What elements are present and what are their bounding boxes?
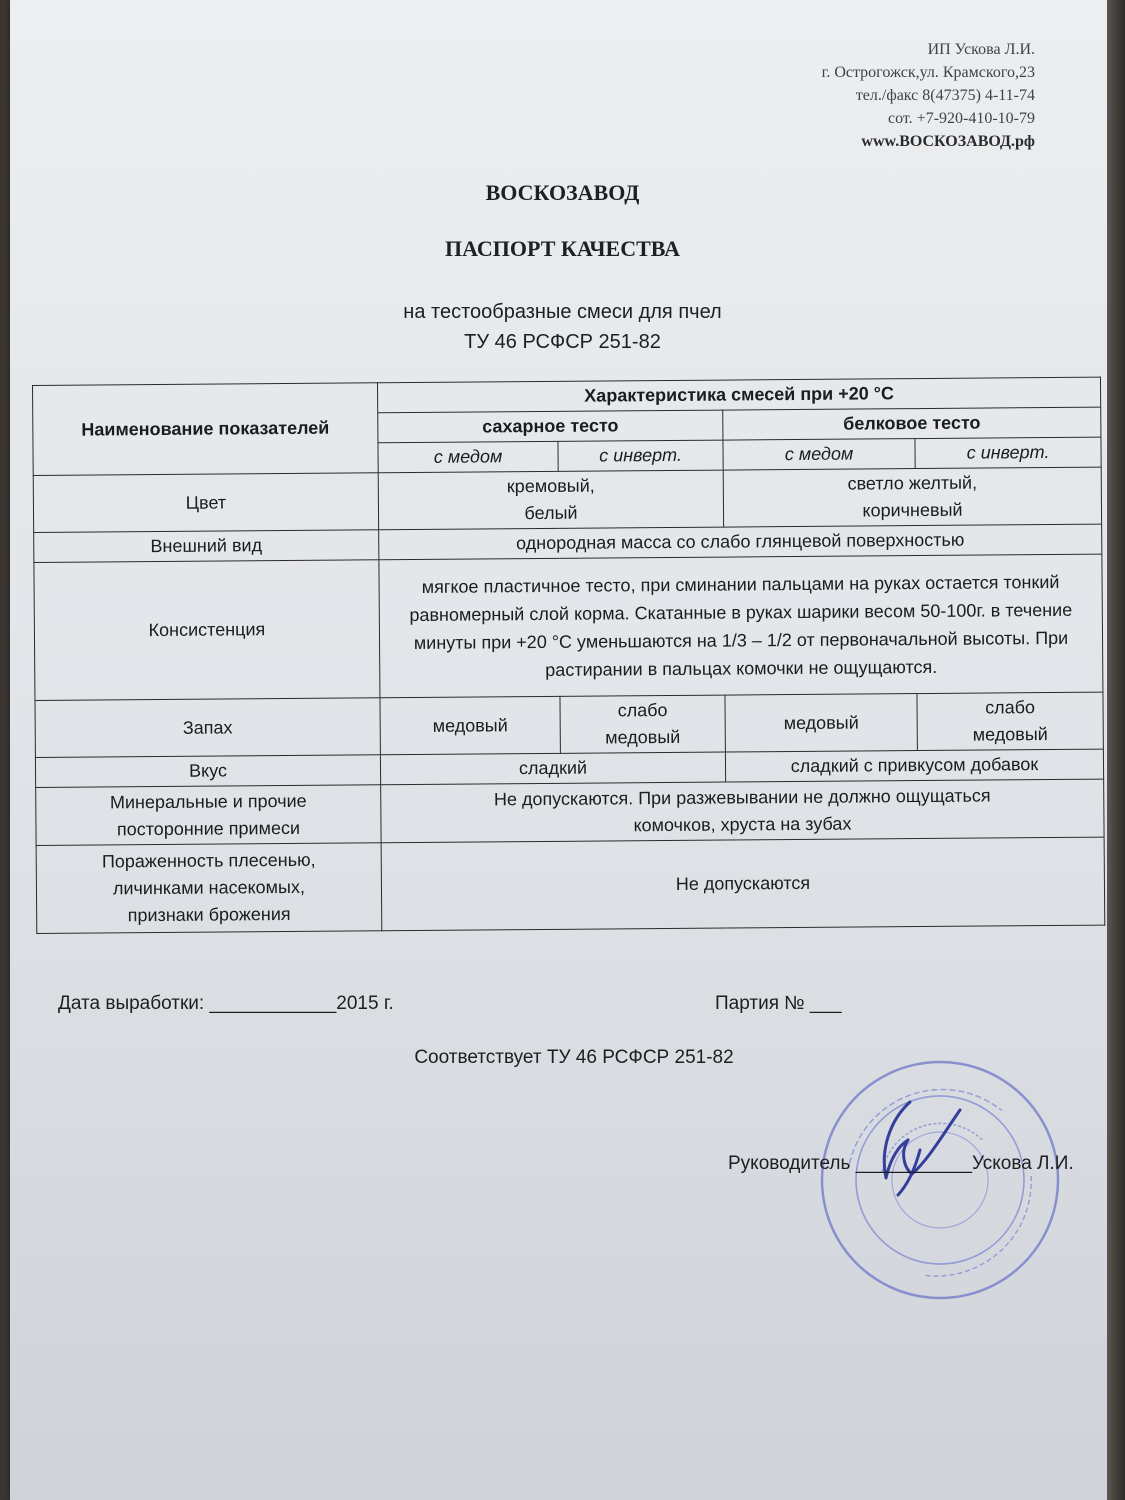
smell-value-2: слабо медовый [560, 695, 725, 753]
production-date-label: Дата выработки: [58, 993, 205, 1014]
company-phone: тел./факс 8(47375) 4-11-74 [855, 87, 1035, 104]
company-website: www.ВОСКОЗАВОД.рф [861, 133, 1035, 150]
row-label-taste: Вкус [35, 755, 380, 788]
company-name: ИП Ускова Л.И. [927, 41, 1035, 58]
mold-value: Не допускаются [381, 837, 1105, 931]
row-label-smell: Запах [35, 698, 380, 758]
row-label-impurities: Минеральные и прочие посторонние примеси [36, 785, 381, 846]
signer-role: Руководитель [728, 1153, 851, 1174]
table-row [36, 779, 1104, 845]
smell-value-4: слабо медовый [917, 692, 1103, 750]
header-protein-dough: белковое тесто [723, 407, 1101, 440]
table-row [36, 837, 1105, 933]
subheader-honey-2: с медом [723, 439, 915, 471]
brand-heading: ВОСКОЗАВОД [485, 180, 640, 205]
signature-line: ___________ [855, 1153, 972, 1174]
appearance-value: однородная масса со слабо глянцевой поверхностью [379, 524, 1102, 560]
document-subtitle [0, 297, 1125, 357]
document-title: ПАСПОРТ КАЧЕСТВА [445, 236, 680, 261]
production-year: 2015 г. [336, 993, 394, 1014]
table-row [34, 554, 1103, 700]
subheader-invert-2: с инверт. [915, 437, 1101, 468]
taste-sugar: сладкий [380, 752, 725, 785]
quality-table [32, 377, 1105, 934]
row-label-color: Цвет [33, 473, 378, 533]
header-sugar-dough: сахарное тесто [378, 410, 723, 443]
subheader-invert-1: с инверт. [558, 440, 723, 471]
batch-number [715, 993, 842, 1015]
smell-value-1: медовый [380, 696, 560, 754]
table-row [33, 467, 1101, 532]
company-header [822, 38, 1035, 153]
production-date-blank: ____________ [209, 993, 337, 1014]
handwritten-signature [850, 1090, 1000, 1200]
subheader-honey-1: с медом [378, 441, 558, 472]
color-protein: светло желтый, коричневый [723, 467, 1101, 527]
company-address: г. Острогожск,ул. Крамского,23 [821, 64, 1035, 81]
impurities-value: Не допускаются. При разжевывании не должно ощущаться комочков, хруста на зубах [381, 779, 1104, 843]
color-sugar: кремовый, белый [378, 470, 723, 530]
row-label-consistency: Консистенция [34, 560, 380, 701]
conformity-statement: Соответствует ТУ 46 РСФСР 251-82 [414, 1047, 734, 1068]
row-label-mold: Пораженность плесенью, личинками насекомых, признаки брожения [36, 843, 382, 934]
company-mobile: сот. +7-920-410-10-79 [887, 110, 1035, 127]
taste-protein: сладкий с привкусом добавок [725, 749, 1103, 782]
background-edge [1107, 0, 1125, 1500]
batch-blank: ___ [809, 993, 842, 1014]
header-characteristics: Характеристика смесей при +20 °С [377, 377, 1100, 413]
subtitle-line: на тестообразные смеси для пчел [403, 301, 722, 323]
batch-label: Партия № [715, 993, 805, 1014]
production-date [58, 993, 394, 1015]
header-indicator-name: Наименование показателей [33, 383, 379, 476]
smell-value-3: медовый [725, 694, 917, 753]
table-row [35, 692, 1103, 757]
signer-name: Ускова Л.И. [971, 1153, 1074, 1174]
consistency-value: мягкое пластичное тесто, при сминании пальцами на руках остается тонкий равномерный слой корма. Скатанные в руках шарики весом 50-100г. в течение минуты при +20 °С уменьшаются на 1/3 – 1/2 от первоначальной высоты. При растирании в пальцах комочки не ощущаются. [379, 554, 1103, 698]
standard-line: ТУ 46 РСФСР 251-82 [464, 331, 661, 353]
signature-block [728, 1153, 1074, 1175]
row-label-appearance: Внешний вид [34, 530, 379, 563]
